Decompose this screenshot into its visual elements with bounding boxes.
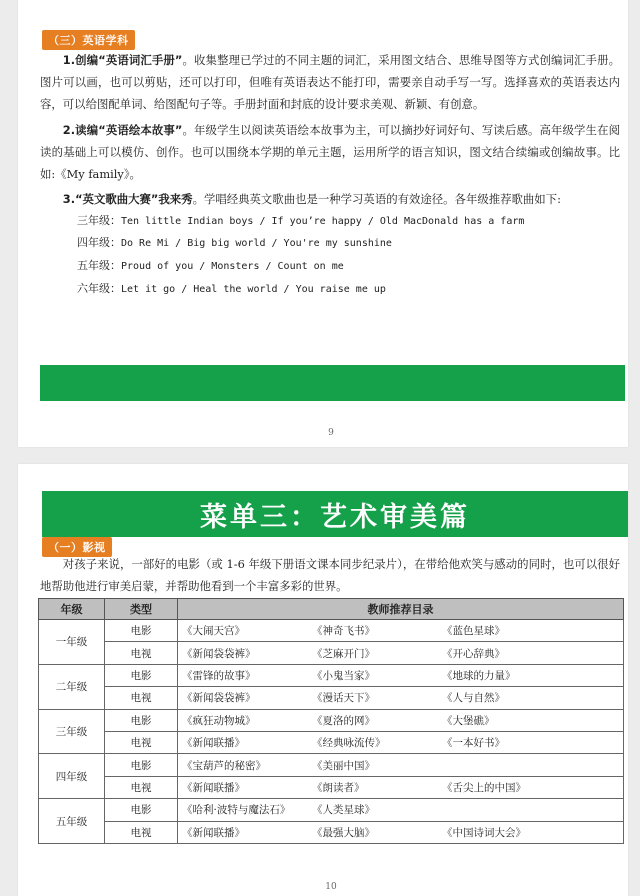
type-cell: 电影 (105, 754, 178, 776)
title-item: 《夏洛的网》 (312, 714, 375, 727)
song-list-line (77, 232, 392, 255)
song-grade: 五年级： (77, 259, 121, 272)
table-row (39, 754, 624, 776)
title-item: 《芝麻开门》 (312, 647, 375, 660)
table-row (39, 821, 624, 843)
type-cell: 电影 (105, 620, 178, 642)
title-item: 《最强大脑》 (312, 826, 375, 839)
table-row (39, 799, 624, 821)
item-number: 1. (62, 53, 76, 67)
title-item: 《雷锋的故事》 (182, 669, 256, 682)
type-cell: 电视 (105, 731, 178, 753)
song-list-line (77, 210, 524, 233)
item-text: 。年级学生以阅读英语绘本故事为主，可以摘抄好词好句、写读后感。高年级学生在阅读的基础上可以模仿、创作。也可以围绕本学期的单元主题，运用所学的语言知识，图文结合续编或创编故事。比如:《My family》。 (40, 123, 620, 181)
title-item: 《新闻联播》 (182, 826, 245, 839)
titles-cell (178, 731, 624, 753)
footer-green-bar (40, 365, 625, 401)
titles-cell (178, 799, 624, 821)
table-row (39, 731, 624, 753)
song-titles: Let it go / Heal the world / You raise me up (121, 284, 386, 295)
titles-cell (178, 687, 624, 709)
paragraph-vocab-handbook (40, 49, 620, 115)
title-item: 《新闻袋袋裤》 (182, 692, 256, 705)
title-item: 《漫话天下》 (312, 692, 375, 705)
grade-cell: 三年级 (39, 709, 105, 754)
titles-cell (178, 821, 624, 843)
column-header-type: 类型 (105, 599, 178, 620)
section-badge-english: （三）英语学科 (42, 30, 135, 50)
page-number: 9 (328, 428, 334, 438)
column-header-grade: 年级 (39, 599, 105, 620)
menu-title-banner: 菜单三：艺术审美篇 (42, 491, 628, 537)
recommendation-table (38, 598, 624, 844)
section-badge-film: （一）影视 (42, 537, 112, 557)
title-item: 《大闹天宫》 (182, 625, 245, 638)
table-row (39, 709, 624, 731)
type-cell: 电视 (105, 776, 178, 798)
titles-cell (178, 664, 624, 686)
type-cell: 电视 (105, 642, 178, 664)
title-item: 《经典咏流传》 (312, 737, 386, 750)
title-item: 《美丽中国》 (312, 759, 375, 772)
type-cell: 电视 (105, 821, 178, 843)
titles-cell (178, 754, 624, 776)
table-row (39, 776, 624, 798)
item-title: 读编“英语绘本故事” (75, 123, 183, 137)
song-titles: Do Re Mi / Big big world / You're my sunshine (121, 238, 392, 249)
title-item: 《哈利·波特与魔法石》 (182, 804, 291, 817)
song-list-line (77, 255, 344, 278)
intro-paragraph: 对孩子来说，一部好的电影（或 1-6 年级下册语文课本同步纪录片），在带给他欢笑与感动的同时，也可以很好地帮助他进行审美启蒙，并帮助他看到一个丰富多彩的世界。 (40, 557, 620, 593)
title-item: 《地球的力量》 (442, 669, 516, 682)
document-page-10 (18, 464, 628, 896)
titles-cell (178, 776, 624, 798)
title-item: 《一本好书》 (442, 737, 505, 750)
song-grade: 六年级： (77, 282, 121, 295)
table-row (39, 687, 624, 709)
title-item: 《大堡礁》 (442, 714, 495, 727)
title-item: 《人类星球》 (312, 804, 375, 817)
title-item: 《新闻袋袋裤》 (182, 647, 256, 660)
song-titles: Proud of you / Monsters / Count on me (121, 261, 344, 272)
paragraph-song-contest (40, 188, 620, 210)
item-number: 3. (62, 192, 76, 206)
titles-cell (178, 620, 624, 642)
song-titles: Ten little Indian boys / If you’re happy / Old MacDonald has a farm (121, 216, 525, 227)
song-grade: 三年级： (77, 214, 121, 227)
item-number: 2. (62, 123, 76, 137)
title-item: 《新闻联播》 (182, 737, 245, 750)
title-item: 《舌尖上的中国》 (442, 781, 526, 794)
title-item: 《朗读者》 (312, 781, 365, 794)
title-item: 《神奇飞书》 (312, 625, 375, 638)
table-header-row (39, 599, 624, 620)
title-item: 《蓝色星球》 (442, 625, 505, 638)
title-item: 《中国诗词大会》 (442, 826, 526, 839)
title-item: 《宝葫芦的秘密》 (182, 759, 266, 772)
item-title: “英文歌曲大赛”我来秀 (75, 192, 193, 206)
grade-cell: 二年级 (39, 664, 105, 709)
song-list-line (77, 278, 386, 301)
page-number: 10 (325, 882, 337, 892)
type-cell: 电影 (105, 799, 178, 821)
titles-cell (178, 642, 624, 664)
type-cell: 电影 (105, 664, 178, 686)
title-item: 《人与自然》 (442, 692, 505, 705)
song-grade: 四年级： (77, 236, 121, 249)
grade-cell: 五年级 (39, 799, 105, 844)
table-row (39, 642, 624, 664)
table-row (39, 620, 624, 642)
column-header-catalog: 教师推荐目录 (178, 599, 624, 620)
type-cell: 电视 (105, 687, 178, 709)
item-text: 。学唱经典英文歌曲也是一种学习英语的有效途径。各年级推荐歌曲如下: (192, 192, 561, 206)
grade-cell: 四年级 (39, 754, 105, 799)
title-item: 《新闻联播》 (182, 781, 245, 794)
item-text: 。收集整理已学过的不同主题的词汇，采用图文结合、思维导图等方式创编词汇手册。图片可以画，也可以剪贴，还可以打印，但唯有英语表达不能打印，需要亲自动手写一写。选择喜欢的英语表达内容，可以给图配单词、给图配句子等。手册封面和封底的设计要求美观、新颖、有创意。 (40, 53, 620, 111)
item-title: 创编“英语词汇手册” (75, 53, 183, 67)
table-row (39, 664, 624, 686)
type-cell: 电影 (105, 709, 178, 731)
title-item: 《小鬼当家》 (312, 669, 375, 682)
titles-cell (178, 709, 624, 731)
title-item: 《疯狂动物城》 (182, 714, 256, 727)
document-page-9 (18, 0, 628, 447)
grade-cell: 一年级 (39, 620, 105, 665)
paragraph-picture-book (40, 119, 620, 185)
title-item: 《开心辞典》 (442, 647, 505, 660)
